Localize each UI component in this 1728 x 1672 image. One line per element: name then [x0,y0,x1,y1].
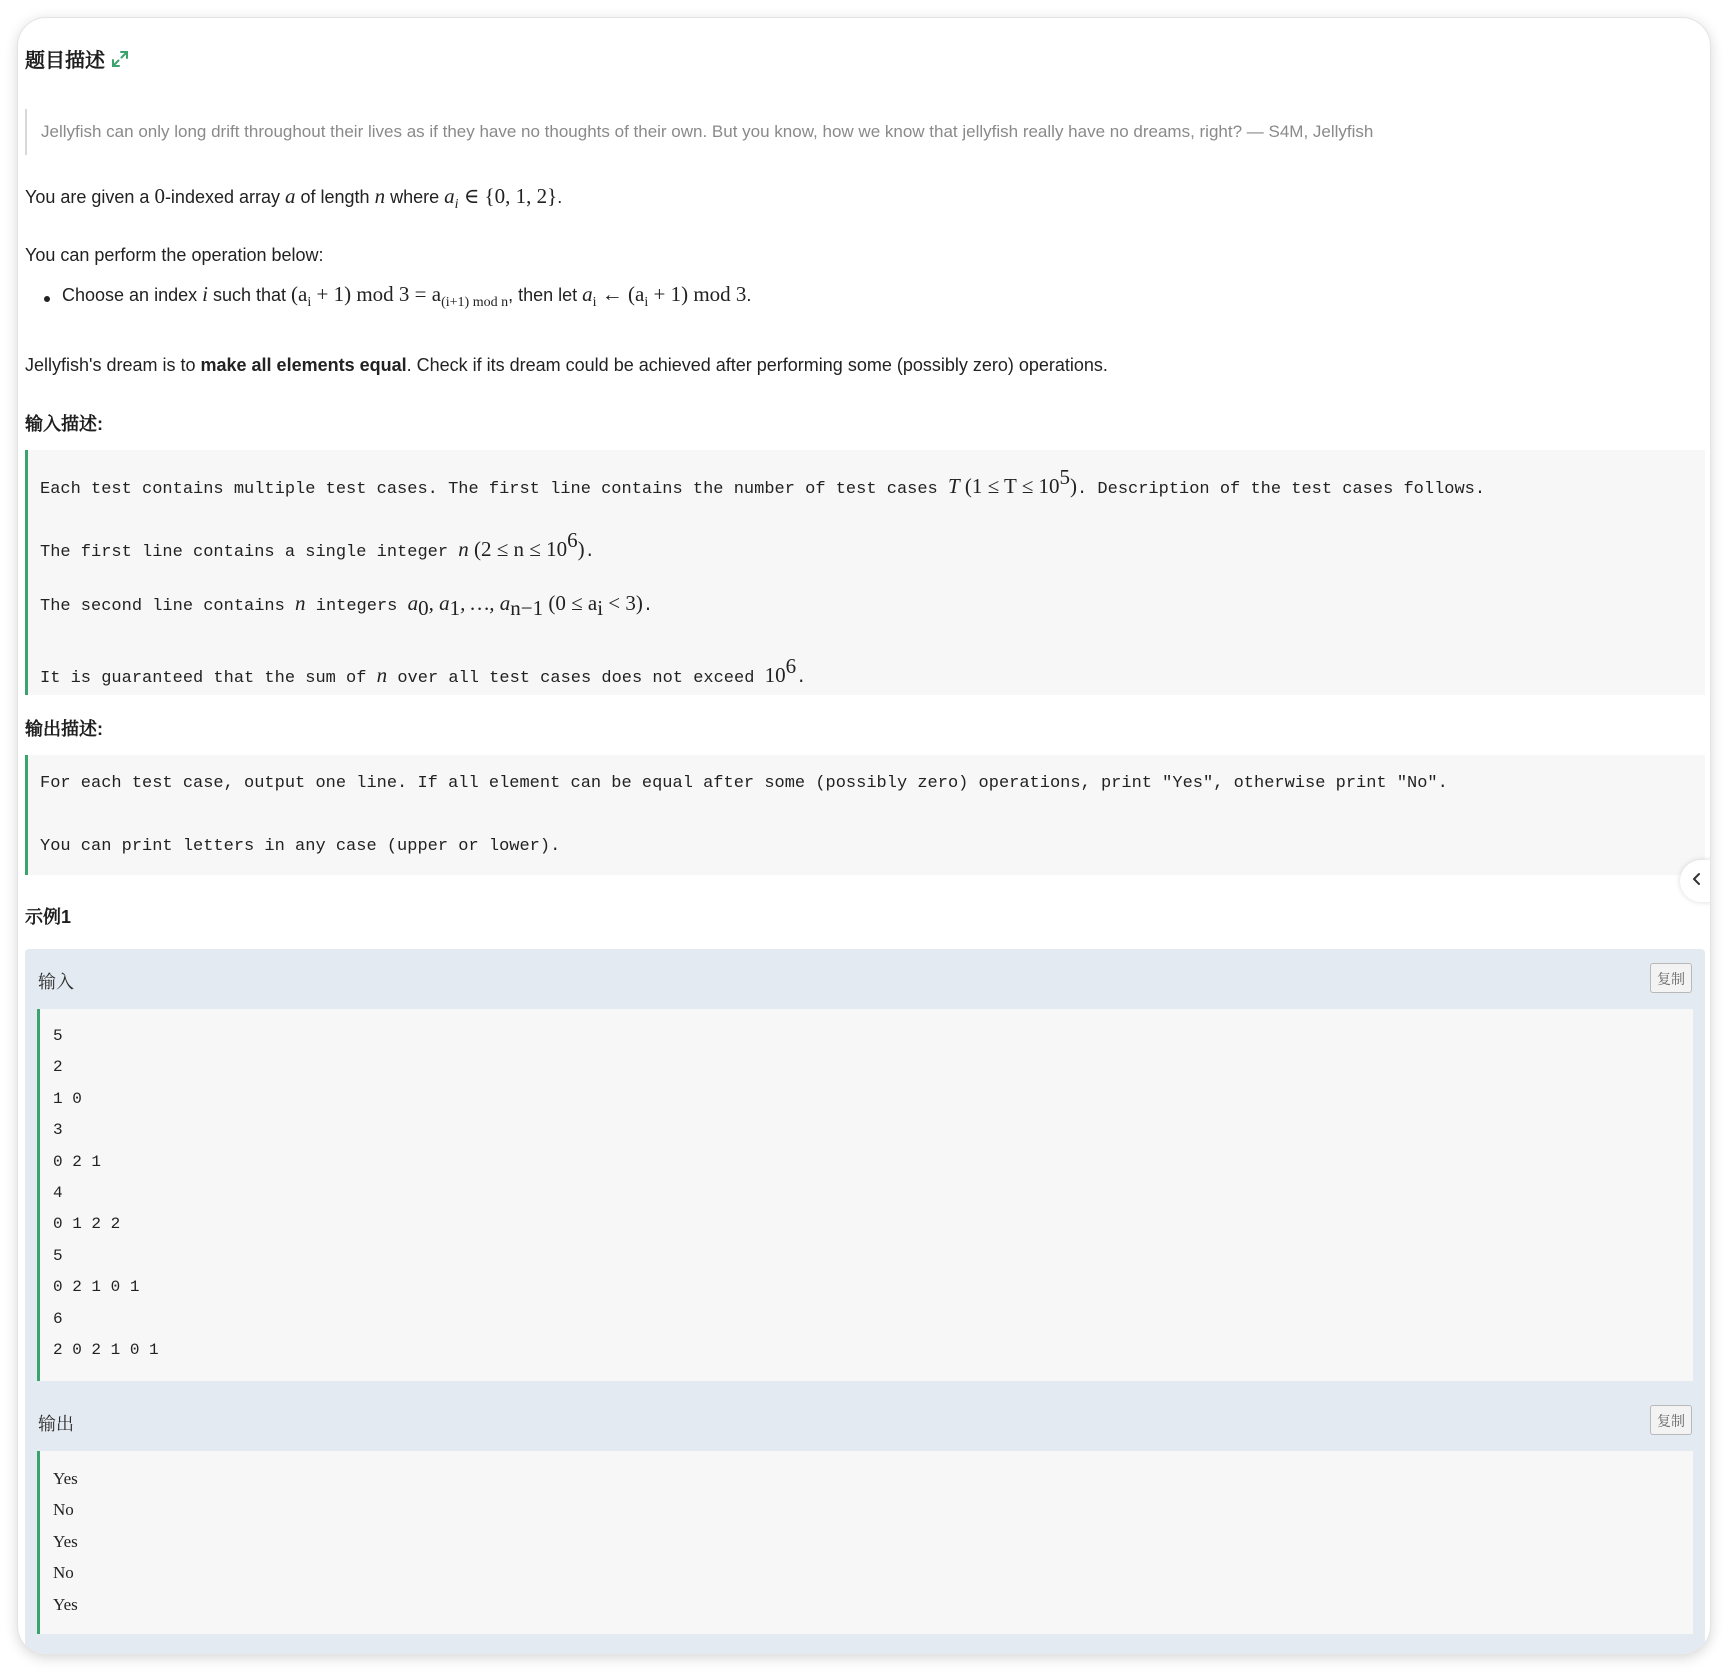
math: + 1) mod 3 = a [311,282,442,306]
math-set: ∈ {0, 1, 2} [458,184,558,208]
example-input-line: 5 [53,1027,63,1045]
math: (a [291,282,308,306]
math-n: n [376,663,388,687]
math-sub: 0 [418,596,429,620]
example-output-line: No [53,1563,74,1583]
output-desc-line: You can print letters in any case (upper or lower). [40,837,561,856]
text: Jellyfish's dream is to [25,355,201,375]
math-sub: 1 [449,596,461,620]
operation-bullet [44,282,751,311]
bold-text: make all elements equal [200,355,407,375]
copy-input-button[interactable]: 复制 [1650,963,1692,993]
math-sub: n−1 [510,596,544,620]
text: . [796,669,807,688]
expand-arrows-icon[interactable] [111,50,129,68]
text: . [584,543,595,562]
input-desc-line [40,465,1485,499]
text: of length [295,187,375,207]
math-n: n [458,537,469,561]
title-row [25,44,129,73]
text: -indexed array [164,187,285,207]
example-output-line: Yes [53,1531,78,1551]
example-output-label: 输出 [38,1414,74,1434]
input-desc-line [40,591,653,621]
input-description-block [25,450,1705,695]
math: a [582,282,593,306]
statement-paragraph-3 [25,355,1108,376]
text: . [746,285,752,305]
math-n: n [295,591,306,615]
text: The first line contains a single integer [40,543,459,562]
example-input-line: 0 2 1 [53,1152,102,1171]
math-sub: i [597,596,604,620]
example-input-line: 2 0 2 1 0 1 [53,1341,159,1359]
math-zero: 0 [154,184,165,208]
math-sub: i [644,295,649,310]
math: 10 [764,663,786,687]
example-output-line: Yes [53,1469,78,1488]
example-input-line: 3 [53,1121,63,1140]
example-input-line: 6 [53,1309,63,1328]
math: (0 ≤ a [543,591,598,615]
example-output-line: Yes [53,1594,78,1614]
example-input-content[interactable] [37,1009,1693,1381]
math: a [407,591,419,615]
math-n: n [374,184,386,208]
math: ) [577,537,585,561]
page-title: 题目描述 [25,50,105,72]
text: . Check if its dream could be achieved after performing some (possibly zero) operations. [406,355,1108,375]
math-a: a [285,184,296,208]
example-input-line: 5 [53,1246,63,1265]
example-input-label: 输入 [38,972,74,992]
math-sub: (i+1) mod n [441,295,509,310]
example-title: 示例1 [25,907,72,927]
text: The second line contains [40,597,296,616]
example-input-line: 1 0 [53,1089,82,1108]
math-sup: 6 [567,528,578,552]
sidebar-toggle-button[interactable] [1680,860,1710,902]
input-desc-line [40,654,806,688]
text: over all test cases does not exceed [387,669,765,688]
epigraph-quote: Jellyfish can only long drift throughout their lives as if they have no thoughts of their own. But you know, how we know that jellyfish really have no dreams, right? — S4M, Jellyfish [25,109,1695,155]
math-sub: i [307,295,312,310]
example-box [25,949,1705,1654]
text: Choose an index [62,285,203,305]
text: , then let [508,285,583,305]
math-sub: i [592,295,597,310]
example-input-line: 2 [53,1058,63,1077]
copy-output-button[interactable]: 复制 [1650,1405,1692,1435]
math: < 3) [603,591,643,615]
math: (1 ≤ T ≤ 10 [959,474,1060,498]
text: Each test contains multiple test cases. The first line contains the number of test cases [40,480,948,499]
text: . [557,187,563,207]
example-input-line: 0 1 2 2 [53,1215,121,1234]
text: integers [305,597,408,616]
output-desc-line: For each test case, output one line. If all element can be equal after some (possibly zero) operations, print "Yes", otherwise print "No". [40,774,1448,793]
example-input-line: 4 [53,1184,63,1202]
problem-card [18,18,1710,1654]
example-output-line: No [53,1500,74,1520]
text: . Description of the test cases follows. [1077,480,1486,499]
math-a: a [444,184,455,208]
math: + 1) mod 3 [648,282,747,306]
statement-paragraph-1 [25,184,562,213]
math: ) [1070,474,1078,498]
math-T: T [947,474,960,498]
math-sup: 6 [785,654,797,678]
text: You are given a [25,187,155,207]
text: It is guaranteed that the sum of [40,669,377,688]
output-description-label: 输出描述: [25,719,103,739]
chevron-left-icon [1691,872,1703,891]
text: where [385,187,445,207]
statement-paragraph-2: You can perform the operation below: [25,245,324,265]
text: such that [207,285,292,305]
input-description-label: 输入描述: [25,414,103,434]
example-output-content[interactable] [37,1451,1693,1634]
math-i: i [202,282,208,306]
math-sub-i: i [454,197,459,212]
math-sup: 5 [1059,465,1071,489]
math: ← (a [596,282,645,306]
math: , …, a [460,591,511,615]
output-description-block [25,755,1705,875]
example-input-line: 0 2 1 0 1 [53,1278,140,1297]
input-desc-line [40,528,595,562]
math: (2 ≤ n ≤ 10 [468,537,568,561]
math: , a [428,591,450,615]
text: . [642,597,654,616]
